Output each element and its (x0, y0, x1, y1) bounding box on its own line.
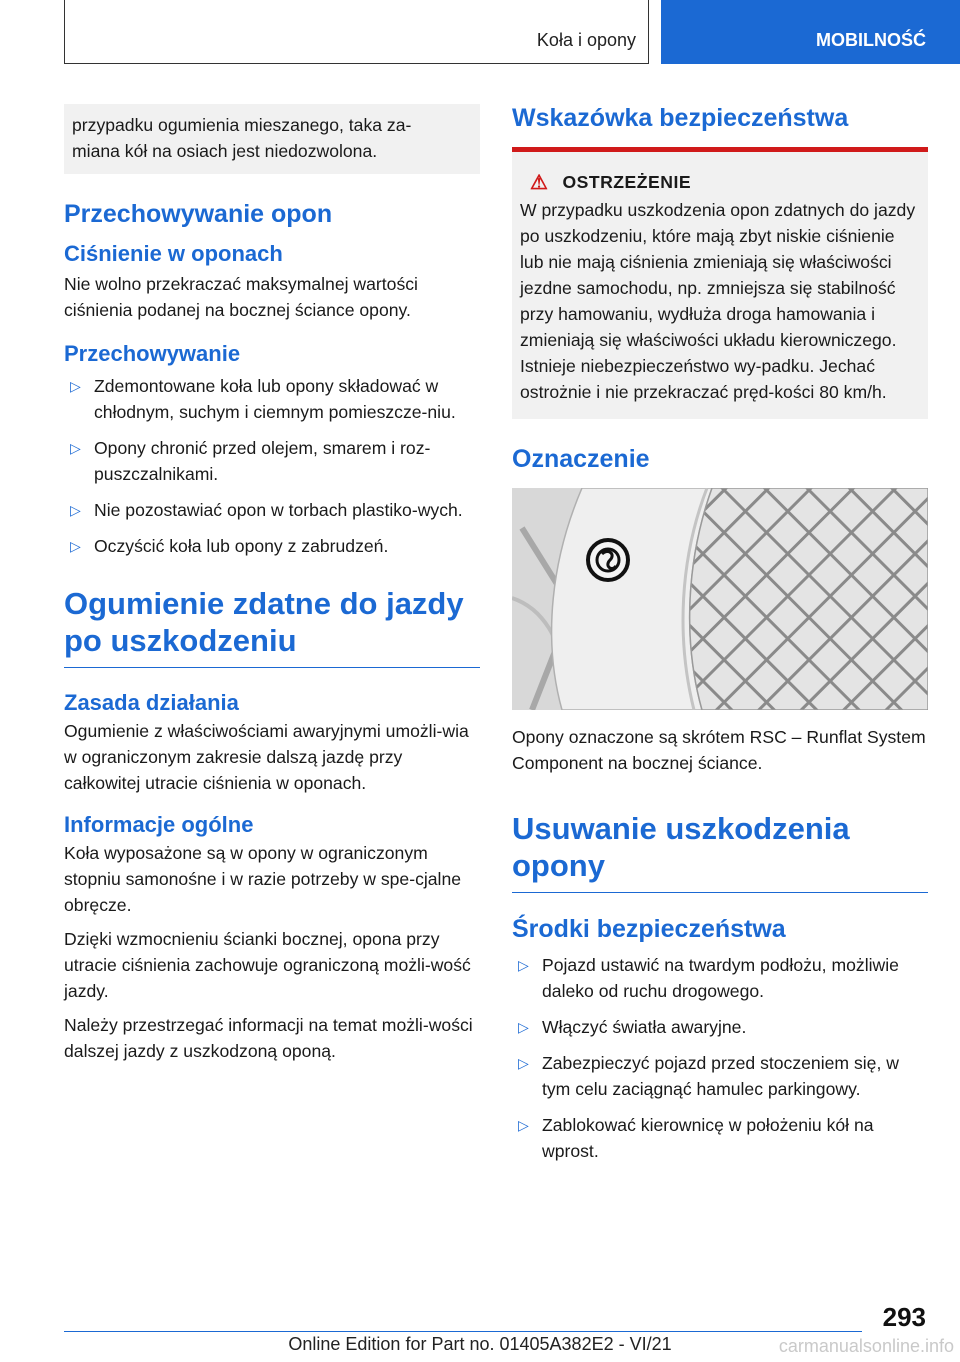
watermark: carmanualsonline.info (778, 1336, 954, 1356)
repair-title: Usuwanie uszkodzenia opony (512, 810, 928, 893)
continued-note-text: przypadku ogumienia mieszanego, taka za- miana kół na osiach jest niedozwolona. (72, 115, 412, 161)
triangle-right-icon: ▷ (518, 957, 529, 973)
warning-box (512, 147, 928, 419)
principle-heading: Zasada działania (64, 690, 239, 715)
triangle-right-icon: ▷ (70, 502, 81, 518)
triangle-right-icon: ▷ (518, 1055, 529, 1071)
triangle-right-icon: ▷ (70, 538, 81, 554)
measures-heading: Środki bezpieczeństwa (512, 915, 786, 943)
general-paragraph-2: Dzięki wzmocnieniu ścianki bocznej, opona przy utracie ciśnienia zachowuje ograniczoną możli-wość jazdy. (64, 929, 471, 1001)
warning-title (520, 170, 920, 195)
marking-heading: Oznaczenie (512, 445, 650, 473)
triangle-right-icon: ▷ (518, 1019, 529, 1035)
safety-heading: Wskazówka bezpieczeństwa (512, 104, 849, 132)
triangle-right-icon: ▷ (70, 378, 81, 394)
list-item: ▷ Oczyścić koła lub opony z zabrudzeń. (64, 533, 480, 559)
general-heading: Informacje ogólne (64, 812, 254, 837)
principle-text: Ogumienie z właściwościami awaryjnymi umożli-wia w ograniczonym zakresie dalszą jazdę przy całkowitej utracie ciśnienia w oponach. (64, 721, 469, 793)
list-item: ▷ Nie pozostawiać opon w torbach plastiko-wych. (64, 497, 480, 523)
storing-heading: Przechowywanie (64, 341, 241, 366)
list-item: ▷ Opony chronić przed olejem, smarem i roz-puszczalnikami. (64, 435, 480, 487)
general-paragraph-1: Koła wyposażone są w opony w ograniczonym stopniu samonośne i w razie potrzeby w spe-cjalne obręcze. (64, 843, 462, 915)
left-column (64, 104, 480, 1064)
runflat-title: Ogumienie zdatne do jazdy po uszkodzeniu (64, 585, 480, 668)
pressure-heading: Ciśnienie w oponach (64, 241, 283, 266)
list-item: ▷ Pojazd ustawić na twardym podłożu, możliwie daleko od ruchu drogowego. (512, 952, 928, 1004)
measures-list (512, 952, 928, 1164)
triangle-right-icon: ▷ (518, 1117, 529, 1133)
edition-text: Online Edition for Part no. 01405A382E2 - VI/21 (288, 1334, 672, 1354)
warning-label: OSTRZEŻENIE (562, 172, 692, 192)
marking-text: Opony oznaczone są skrótem RSC – Runflat System Component na bocznej ściance. (512, 727, 926, 773)
right-column (512, 104, 928, 1164)
footer-divider (64, 1331, 862, 1332)
list-item: ▷ Zdemontowane koła lub opony składować w chłodnym, suchym i ciemnym pomieszcze-niu. (64, 373, 480, 425)
warning-triangle-icon: ⚠ (530, 172, 549, 194)
list-item: ▷ Włączyć światła awaryjne. (512, 1014, 928, 1040)
page-number: 293 (882, 1302, 926, 1332)
continued-note-box (64, 104, 480, 174)
tire-image (512, 488, 928, 710)
storing-list (64, 373, 480, 559)
header-chapter-tab: MOBILNOŚĆ (661, 0, 960, 64)
general-paragraph-3: Należy przestrzegać informacji na temat możli-wości dalszej jazdy z uszkodzoną oponą. (64, 1015, 473, 1061)
storage-title: Przechowywanie opon (64, 200, 333, 228)
list-item: ▷ Zablokować kierownicę w położeniu kół na wprost. (512, 1112, 928, 1164)
pressure-text: Nie wolno przekraczać maksymalnej wartości ciśnienia podanej na bocznej ściance opony. (64, 274, 418, 320)
warning-text: W przypadku uszkodzenia opon zdatnych do jazdy po uszkodzeniu, które mają zbyt niskie ciśnienie lub nie mają ciśnienia zmieniają się właściwości jezdne samochodu, np. zmniejsza się stabilność przy hamowaniu, wydłuża droga hamowania i zmieniają się właściwości układu kierowniczego. Istnieje niebezpieczeństwo wy-padku. Jechać ostrożnie i nie przekraczać pręd-kości 80 km/h. (520, 200, 916, 402)
triangle-right-icon: ▷ (70, 440, 81, 456)
list-item: ▷ Zabezpieczyć pojazd przed stoczeniem się, w tym celu zaciągnąć hamulec parkingowy. (512, 1050, 928, 1102)
header-section-title: Koła i opony (536, 30, 636, 50)
tire-sidewall-illustration (512, 488, 928, 710)
